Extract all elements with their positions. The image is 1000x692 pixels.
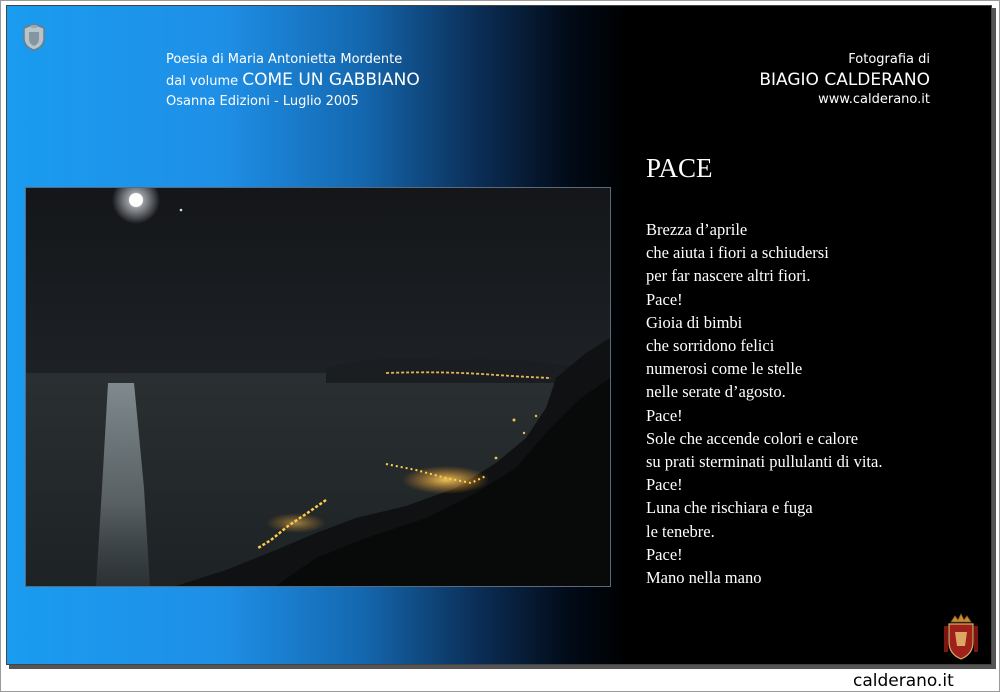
poem-line: Mano nella mano — [646, 568, 762, 588]
night-coast-photo — [25, 187, 611, 587]
poem-line: su prati sterminati pullulanti di vita. — [646, 452, 883, 472]
poem-line: nelle serate d’agosto. — [646, 382, 786, 402]
poem-line: che aiuta i fiori a schiudersi — [646, 243, 829, 263]
author-line: Poesia di Maria Antonietta Mordente — [166, 52, 403, 67]
photographer-website: www.calderano.it — [818, 92, 930, 107]
poem-line: Pace! — [646, 475, 683, 495]
poem-line: numerosi come le stelle — [646, 359, 803, 379]
poem-line: Brezza d’aprile — [646, 220, 748, 239]
poem-line: Pace! — [646, 405, 683, 425]
poem-text — [646, 218, 882, 589]
volume-line — [166, 69, 420, 93]
poem-line: Pace! — [646, 289, 683, 309]
footer-site: calderano.it — [853, 671, 954, 691]
poem-line: Pace! — [646, 544, 683, 564]
volume-prefix: dal volume — [166, 74, 243, 89]
coat-of-arms-icon — [943, 612, 979, 662]
poem-line: Sole che accende colori e calore — [646, 428, 859, 448]
volume-title: COME UN GABBIANO — [242, 70, 420, 90]
panel-shadow-right — [992, 8, 996, 668]
photographer-name: BIAGIO CALDERANO — [759, 70, 930, 90]
panel-shadow-bottom — [9, 665, 996, 669]
poem-line: per far nascere altri fiori. — [646, 266, 811, 286]
poem-line: Gioia di bimbi — [646, 312, 743, 332]
photographer-credit — [759, 51, 930, 109]
poem-line: Luna che rischiara e fuga — [646, 498, 813, 518]
publisher-line: Osanna Edizioni - Luglio 2005 — [166, 94, 359, 109]
author-credit — [166, 51, 420, 111]
poem-line: le tenebre. — [646, 521, 715, 541]
poem-title: PACE — [646, 153, 713, 183]
crest-icon — [20, 22, 48, 52]
photo-by-label: Fotografia di — [848, 52, 930, 67]
poem-line: che sorridono felici — [646, 336, 775, 356]
